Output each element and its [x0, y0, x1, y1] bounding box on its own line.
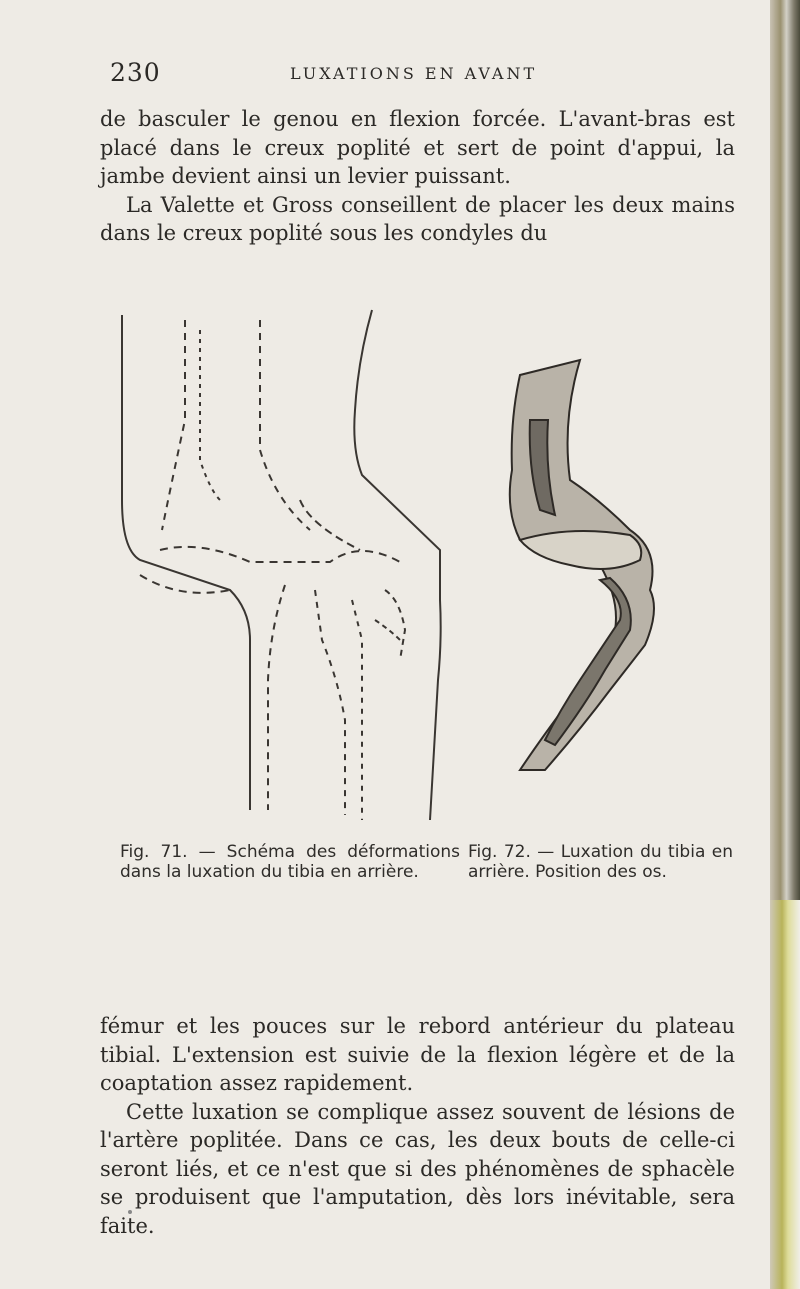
figure-71-caption: Fig. 71. — Schéma des déformations dans la luxation du tibia en arrière.	[120, 842, 460, 882]
page-header	[100, 58, 720, 92]
page-edge-bottom	[770, 900, 800, 1289]
ink-speck	[128, 1210, 132, 1214]
paragraph: La Valette et Gross conseillent de placer les deux mains dans le creux poplité sous les condyles du	[100, 192, 735, 245]
paragraph: fémur et les pouces sur le rebord antérieur du plateau tibial. L'extension est suivie de la flexion légère et de la coaptation assez rapidement.	[100, 1014, 735, 1095]
page-number: 230	[110, 58, 161, 87]
text-block-top	[100, 105, 735, 248]
figure-72-caption: Fig. 72. — Luxation du tibia en arrière. Position des os.	[468, 842, 733, 882]
figure-71-schema	[122, 310, 441, 820]
paragraph: de basculer le genou en flexion forcée. L'avant-bras est placé dans le creux poplité et sert de point d'appui, la jambe devient ainsi un levier puissant.	[100, 107, 735, 188]
running-title: LUXATIONS EN AVANT	[290, 64, 538, 83]
figure-72-bones	[510, 360, 654, 770]
figures-area	[100, 300, 750, 840]
paragraph: Cette luxation se complique assez souvent de lésions de l'artère poplitée. Dans ce cas, les deux bouts de celle-ci seront liés, et ce n'est que si des phénomènes de sphacèle se produisent que l'amputation, dès lors inévitable, sera faite.	[100, 1099, 735, 1238]
text-block-bottom	[100, 1012, 735, 1240]
